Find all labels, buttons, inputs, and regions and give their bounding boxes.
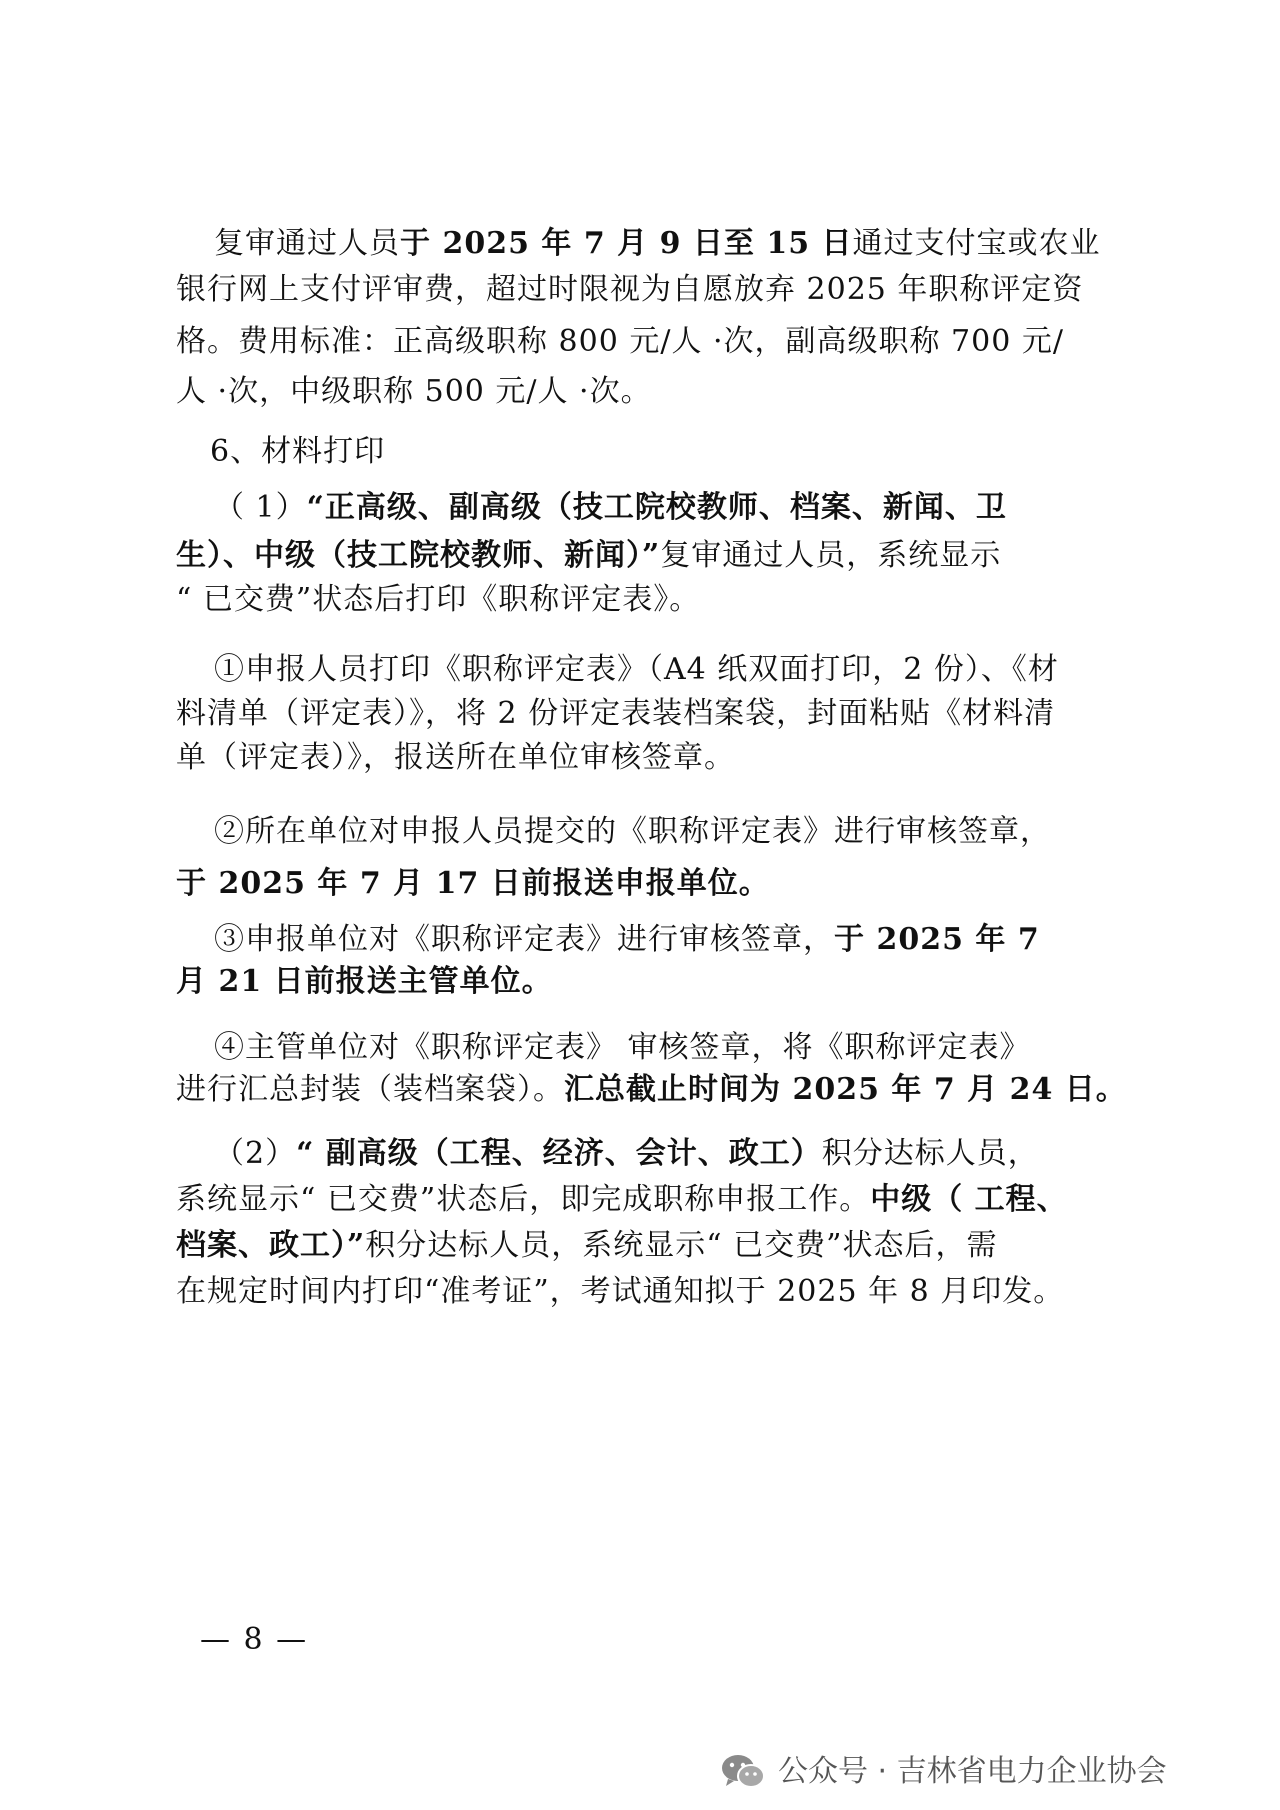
text-run: ③申报单位对《职称评定表》进行审核签章， <box>214 922 834 957</box>
paragraph-item2-line-3 <box>176 1226 1106 1266</box>
paragraph-step1-line-2: 料清单（评定表）》，将 2 份评定表装档案袋，封面粘贴《材料清 <box>176 696 1056 731</box>
text-run: 积分达标人员， <box>821 1136 1039 1171</box>
text-run: （ 1） <box>214 490 307 525</box>
paragraph-step3-line-2: 月 21 日前报送主管单位。 <box>176 964 553 999</box>
watermark <box>720 1752 1167 1792</box>
text-run-bold: 汇总截止时间为 2025 年 7 月 24 日。 <box>564 1072 1127 1107</box>
text-run: 复审通过人员 <box>214 226 400 261</box>
paragraph-payment-line-3: 格。费用标准：正高级职称 800 元/人 ·次，副高级职称 700 元/ <box>176 324 1064 359</box>
text-run: 进行汇总封装（装档案袋）。 <box>176 1072 564 1107</box>
page-number: — 8 — <box>200 1622 309 1657</box>
section-heading-materials-print: 6、材料打印 <box>210 434 386 469</box>
paragraph-payment-line-4: 人 ·次，中级职称 500 元/人 ·次。 <box>176 374 652 409</box>
text-run-bold: “ 副高级（工程、经济、会计、政工） <box>296 1136 822 1171</box>
paragraph-item1-line-3: “ 已交费”状态后打印《职称评定表》。 <box>176 582 701 617</box>
paragraph-item2-line-1 <box>214 1134 1144 1174</box>
text-run: （2） <box>214 1136 297 1171</box>
paragraph-step3-line-1 <box>214 920 1144 960</box>
text-run-bold: 于 2025 年 7 月 9 日至 15 日 <box>400 226 853 261</box>
text-run-bold: 于 2025 年 7 <box>834 922 1040 957</box>
paragraph-step1-line-1: ①申报人员打印《职称评定表》（A4 纸双面打印，2 份）、《材 <box>214 652 1059 687</box>
text-run-bold: 中级（ 工程、 <box>870 1182 1068 1217</box>
text-run: 通过支付宝或农业 <box>852 226 1101 261</box>
paragraph-step4-line-2 <box>176 1070 1127 1110</box>
paragraph-step4-line-1: ④主管单位对《职称评定表》 审核签章，将《职称评定表》 <box>214 1030 1031 1065</box>
text-run-bold: 档案、政工）” <box>176 1228 366 1263</box>
paragraph-item1-line-2 <box>176 536 1106 576</box>
paragraph-item2-line-2 <box>176 1180 1106 1220</box>
text-run: 积分达标人员，系统显示“ 已交费”状态后，需 <box>365 1228 998 1263</box>
text-run: 系统显示“ 已交费”状态后，即完成职称申报工作。 <box>176 1182 871 1217</box>
watermark-text: 公众号 · 吉林省电力企业协会 <box>778 1754 1167 1789</box>
paragraph-payment-line-2: 银行网上支付评审费，超过时限视为自愿放弃 2025 年职称评定资 <box>176 272 1084 307</box>
paragraph-step1-line-3: 单（评定表）》，报送所在单位审核签章。 <box>176 740 735 775</box>
text-run: 复审通过人员，系统显示 <box>660 538 1002 573</box>
paragraph-item2-line-4: 在规定时间内打印“准考证”，考试通知拟于 2025 年 8 月印发。 <box>176 1274 1065 1309</box>
text-run-bold: 生）、中级（技工院校教师、新闻）” <box>176 538 661 573</box>
paragraph-step2-line-1: ②所在单位对申报人员提交的《职称评定表》进行审核签章， <box>214 814 1051 849</box>
paragraph-payment-line-1 <box>214 224 1144 264</box>
paragraph-item1-line-1 <box>214 488 1144 528</box>
paragraph-step2-line-2: 于 2025 年 7 月 17 日前报送申报单位。 <box>176 866 770 901</box>
text-run-bold: “正高级、副高级（技工院校教师、档案、新闻、卫 <box>306 490 1007 525</box>
wechat-icon <box>720 1752 766 1792</box>
